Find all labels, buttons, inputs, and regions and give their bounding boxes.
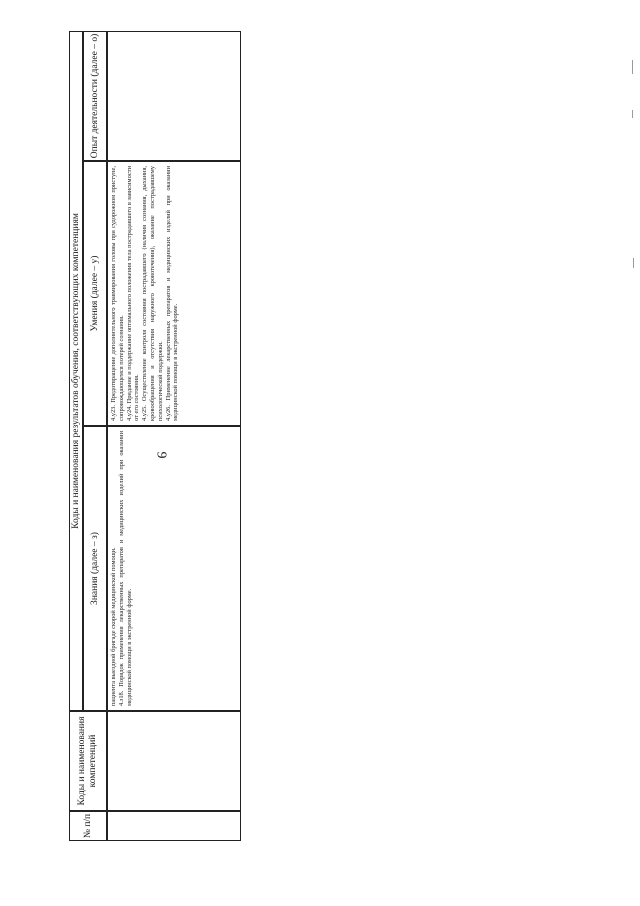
competency-table bbox=[69, 31, 241, 841]
header-results-group bbox=[69, 31, 83, 711]
scan-mark bbox=[632, 110, 633, 118]
header-num-label: № п/п bbox=[82, 813, 93, 839]
knowledge-item: 4.з18. Порядок применения лекарственных препаратов и медицинских изделий при оказании медицинской помощи в экстренной форме. bbox=[117, 431, 133, 706]
skill-item: 4.у24. Придание и поддержание оптимального положения тела пострадавшего в зависимости от его состояния. bbox=[125, 166, 141, 421]
skill-item: 4.у25. Осуществление контроля состояния пострадавшего (наличия сознания, дыхания, кровообращения и отсутствия наружного кровотечения), оказание пострадавшему психологической поддержки. bbox=[141, 166, 164, 421]
header-knowledge-label: Знания (далее – з) bbox=[89, 532, 100, 605]
row-skills bbox=[107, 161, 241, 426]
row-experience bbox=[107, 31, 241, 161]
header-results-group-label: Коды и наименования результатов обучения, соответствующих компетенциям bbox=[70, 213, 81, 529]
header-knowledge bbox=[83, 426, 107, 711]
competency-table-wrapper bbox=[69, 31, 241, 841]
row-codes bbox=[107, 711, 241, 811]
scan-mark bbox=[632, 60, 633, 74]
row-knowledge bbox=[107, 426, 241, 711]
header-experience bbox=[83, 31, 107, 161]
knowledge-item: пациента выездной бригаде скорой медицинской помощи. bbox=[110, 547, 117, 706]
row-num bbox=[107, 811, 241, 841]
header-skills bbox=[83, 161, 107, 426]
header-num bbox=[69, 811, 107, 841]
header-skills-label: Умения (далее – у) bbox=[89, 255, 100, 332]
skill-item: 4.у26. Применение лекарственных препаратов и медицинских изделий при оказании медицинской помощи в экстренной форме. bbox=[164, 166, 180, 421]
scan-mark bbox=[633, 258, 634, 268]
header-codes bbox=[69, 711, 107, 811]
page-number-text: 9 bbox=[153, 451, 168, 459]
header-experience-label: Опыт деятельности (далее – о) bbox=[89, 33, 100, 159]
header-codes-label: Коды и наименования компетенций bbox=[77, 716, 98, 806]
skill-item: 4.у23. Предотвращение дополнительного травмирования головы при судорожном приступе, сопровождающемся потерей сознания. bbox=[110, 166, 125, 421]
